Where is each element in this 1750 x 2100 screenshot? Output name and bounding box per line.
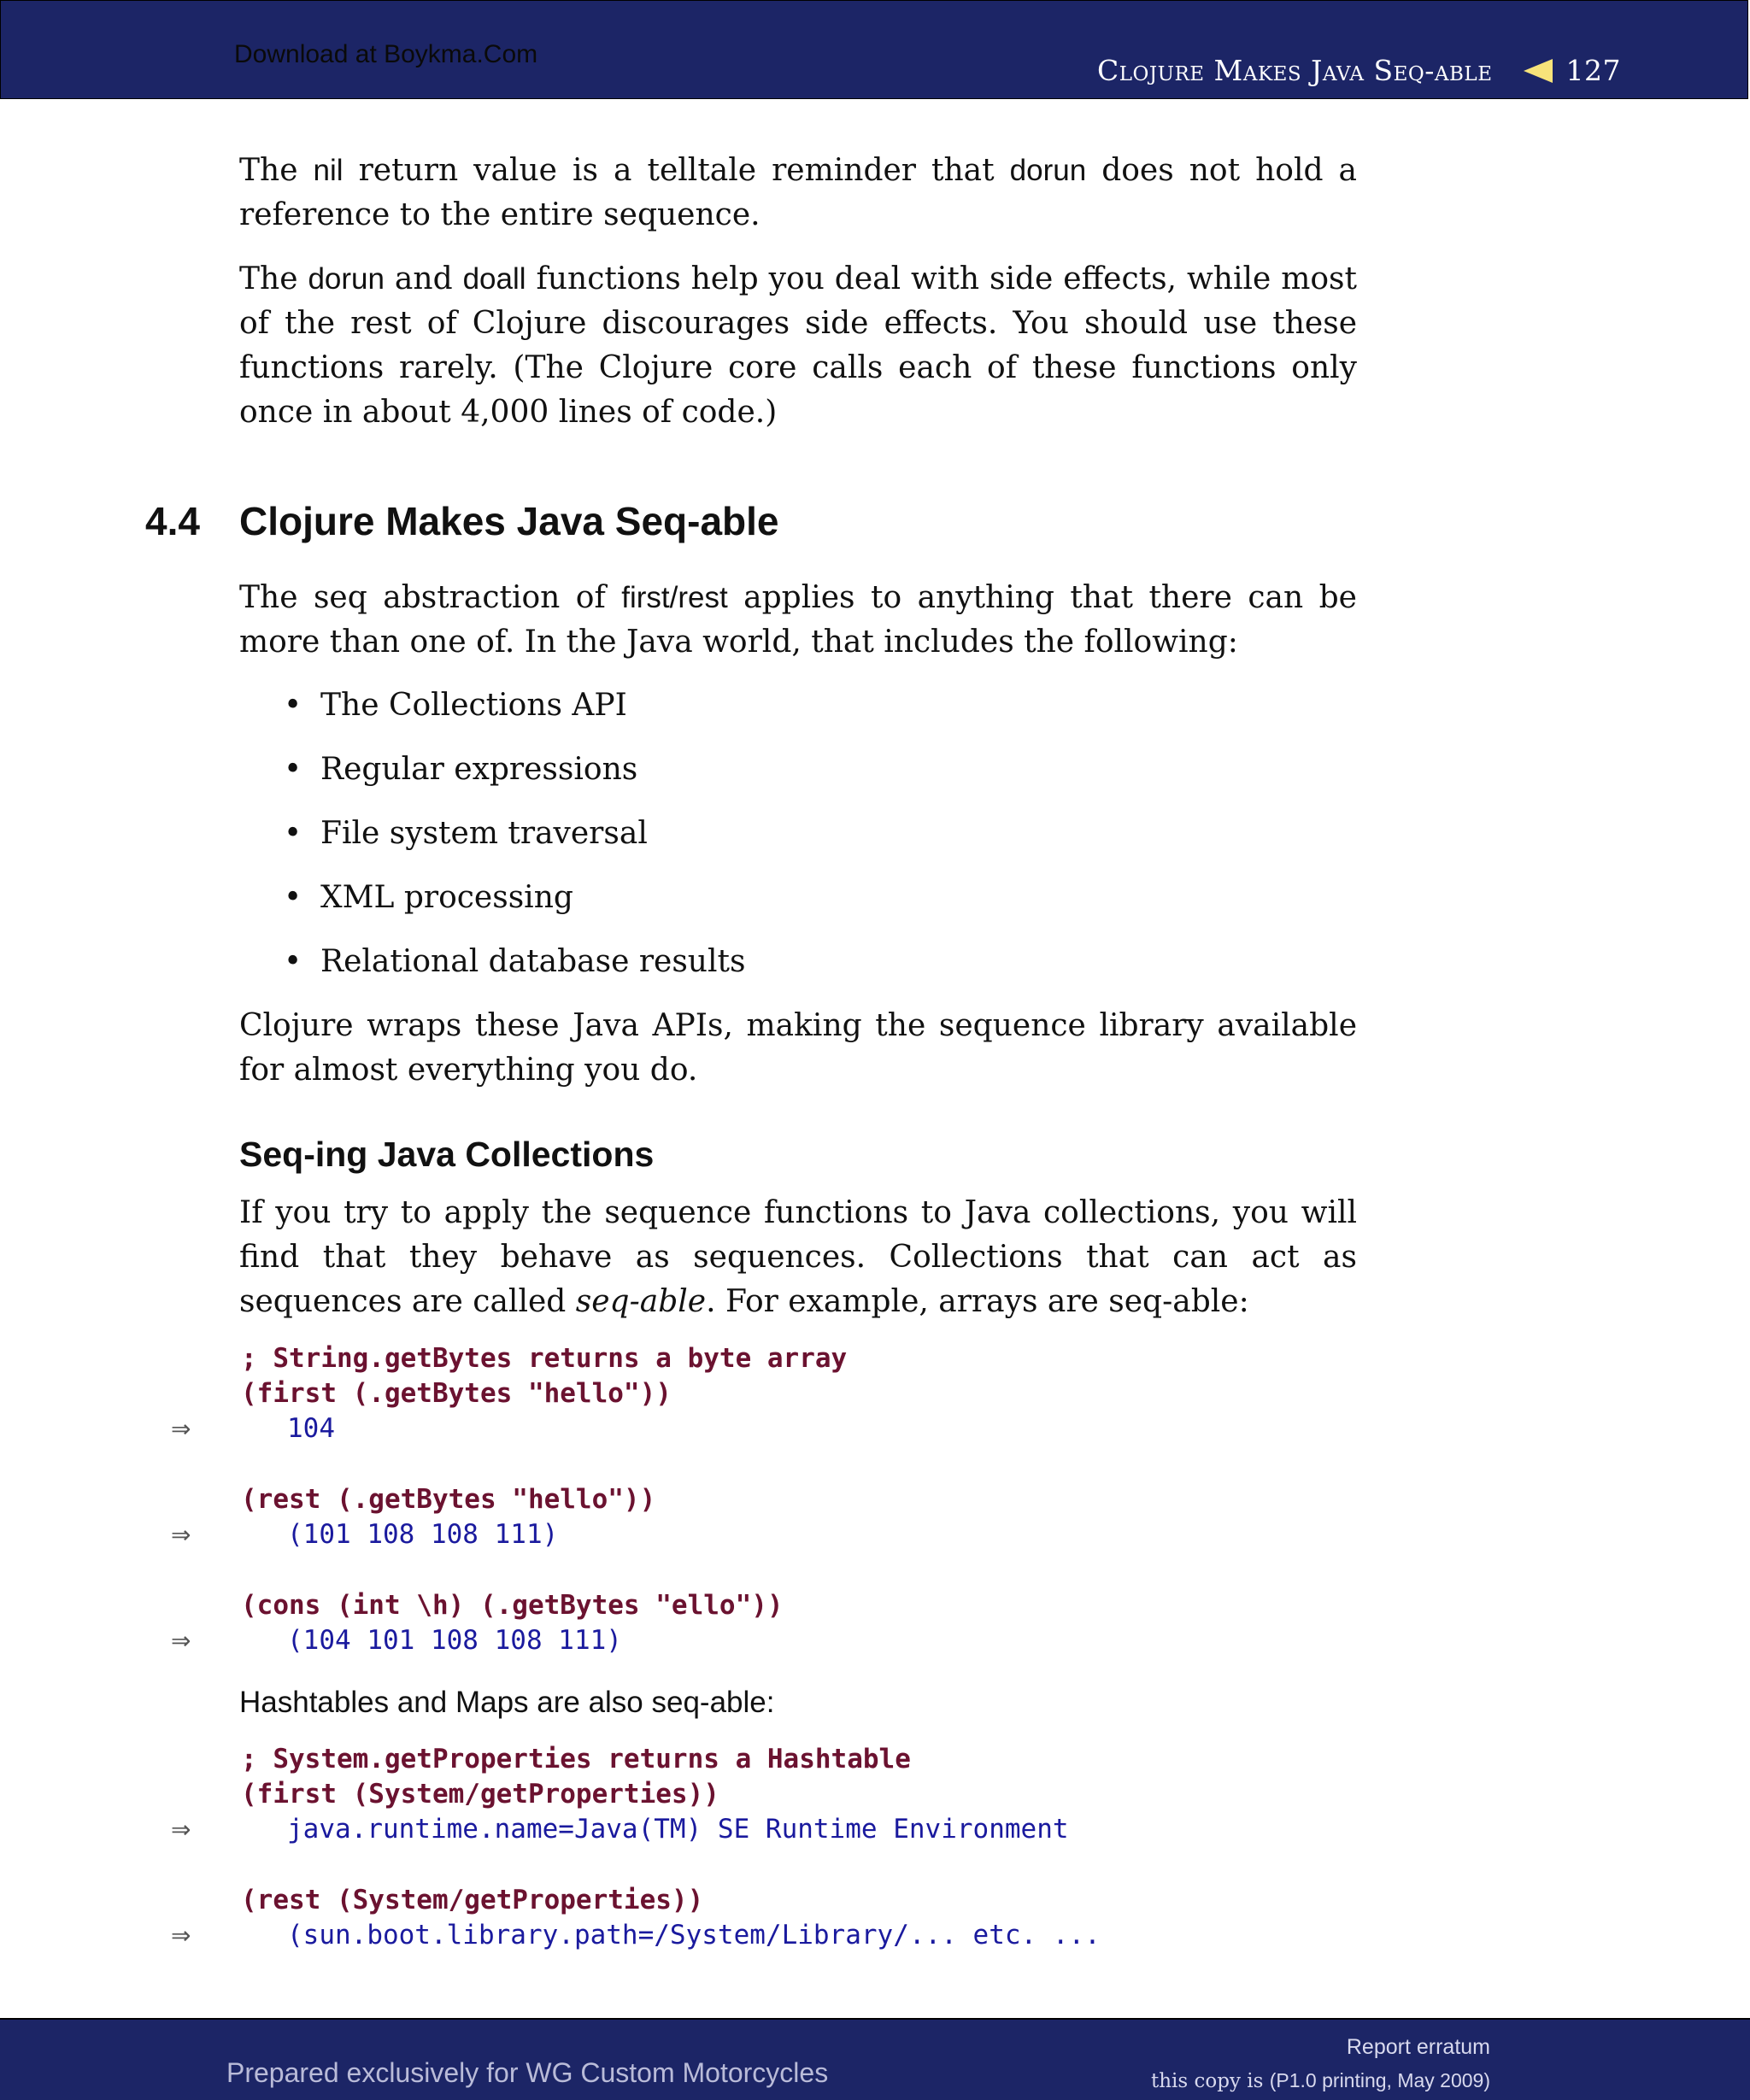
code-dorun: dorun xyxy=(1009,154,1087,187)
code-doall: doall xyxy=(462,262,526,296)
list-item: • Relational database results xyxy=(284,940,745,1004)
code-output: (101 108 108 111) xyxy=(287,1519,559,1550)
result-arrow-icon: ⇒ xyxy=(171,1816,191,1844)
code-output: (sun.boot.library.path=/System/Library/... etc. ... xyxy=(287,1920,1101,1950)
java-apis-list xyxy=(284,683,745,1004)
code-nil: nil xyxy=(313,154,344,187)
code-input: (rest (.getBytes "hello")) xyxy=(241,1484,656,1515)
term-seq-able: seq-able xyxy=(575,1284,707,1319)
result-arrow-icon: ⇒ xyxy=(171,1921,191,1950)
paragraph-nil-return: The nil return value is a telltale reminder that dorun does not hold a reference to the entire sequence. xyxy=(239,153,1357,232)
result-arrow-icon: ⇒ xyxy=(171,1627,191,1655)
code-input: (first (System/getProperties)) xyxy=(241,1779,719,1810)
list-item: • The Collections API xyxy=(284,683,745,748)
list-item: • Regular expressions xyxy=(284,748,745,812)
code-output: (104 101 108 108 111) xyxy=(287,1625,622,1656)
footer-bar xyxy=(0,2018,1750,2100)
section-number: 4.4 xyxy=(145,499,200,543)
code-input: (rest (System/getProperties)) xyxy=(241,1885,704,1915)
result-arrow-icon: ⇒ xyxy=(171,1415,191,1443)
header-bar xyxy=(0,0,1748,99)
prepared-for-text: Prepared exclusively for WG Custom Motorcycles xyxy=(226,2057,829,2088)
code-input: (first (.getBytes "hello")) xyxy=(241,1378,672,1409)
running-title: Clojure Makes Java Seq-able xyxy=(1096,54,1493,87)
code-output: 104 xyxy=(287,1413,335,1444)
list-item: • XML processing xyxy=(284,876,745,940)
code-comment: ; String.getBytes returns a byte array xyxy=(241,1343,848,1374)
subsection-title: Seq-ing Java Collections xyxy=(239,1135,655,1174)
running-head xyxy=(1097,54,1621,87)
result-arrow-icon: ⇒ xyxy=(171,1521,191,1549)
list-item: • File system traversal xyxy=(284,812,745,876)
code-dorun: dorun xyxy=(308,262,385,296)
paragraph-clojure-wraps: Clojure wraps these Java APIs, making the sequence library available for almost everything you do. xyxy=(239,1008,1357,1088)
watermark-text: Download at Boykma.Com xyxy=(234,40,538,68)
previous-page-icon[interactable] xyxy=(1524,59,1553,83)
paragraph-hashtables: Hashtables and Maps are also seq-able: xyxy=(239,1686,775,1719)
report-erratum-link[interactable]: Report erratum xyxy=(1346,2035,1490,2059)
page-number: 127 xyxy=(1565,54,1621,87)
paragraph-dorun-doall: The dorun and doall functions help you deal with side effects, while most of the rest of Clojure discourages side effects. You should use these functions rarely. (The Clojure core calls each of these functions only once in about 4,000 lines of code.) xyxy=(239,261,1357,430)
paragraph-seq-abstraction: The seq abstraction of first/rest applies to anything that there can be more than one of. In the Java world, that includes the following: xyxy=(239,580,1357,660)
code-comment: ; System.getProperties returns a Hashtable xyxy=(241,1744,911,1774)
section-title: Clojure Makes Java Seq-able xyxy=(239,499,779,543)
code-input: (cons (int \h) (.getBytes "ello")) xyxy=(241,1590,784,1621)
code-output: java.runtime.name=Java(TM) SE Runtime Environment xyxy=(287,1814,1069,1845)
paragraph-seq-able: If you try to apply the sequence functions to Java collections, you will find that they behave as sequences. Collections that can act as sequences are called seq-able. For example, arrays are seq-able: xyxy=(239,1195,1357,1319)
printing-info: this copy is (P1.0 printing, May 2009) xyxy=(1150,2069,1490,2092)
code-first-rest: first/rest xyxy=(621,581,728,614)
